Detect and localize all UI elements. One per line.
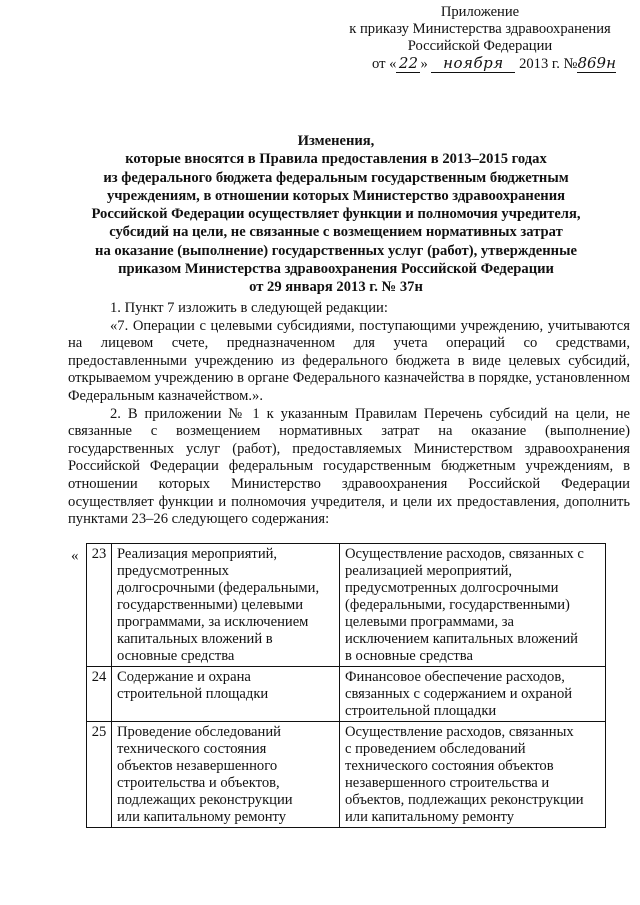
cell-line: строительства и объектов, (117, 775, 280, 791)
appendix-date-line (372, 56, 616, 72)
table-open-quote: « (71, 548, 79, 564)
handwritten-month: ноября (431, 55, 515, 73)
cell-line: подлежащих реконструкции (117, 792, 293, 808)
appendix-order-ref: к приказу Министерства здравоохранения (349, 21, 611, 37)
date-prefix: от « (372, 56, 397, 72)
title-line: на оказание (выполнение) государственных услуг (работ), утвержденные (95, 242, 577, 259)
title-line: от 29 января 2013 г. № 37н (249, 279, 423, 296)
document-body (68, 300, 630, 529)
date-quote-close: » (420, 56, 428, 72)
subsidy-goal-cell (340, 667, 606, 722)
cell-line: с проведением обследований (345, 741, 526, 757)
subsidy-table (86, 543, 606, 828)
title-line: из федерального бюджета федеральным государственным бюджетным (103, 169, 569, 186)
title-line: которые вносятся в Правила предоставления в 2013–2015 годах (125, 151, 547, 168)
table-row (87, 544, 606, 667)
subsidy-goal-cell (340, 722, 606, 828)
document-title (66, 132, 606, 297)
cell-line: исключением капитальных вложений (345, 631, 578, 647)
cell-line: строительной площадки (345, 703, 497, 719)
cell-line: Содержание и охрана (117, 669, 251, 685)
cell-line: технического состояния (117, 741, 267, 757)
appendix-header (330, 4, 630, 73)
row-number: 24 (87, 667, 112, 722)
handwritten-order-number: 869н (577, 54, 616, 72)
cell-line: долгосрочными (федеральными, (117, 580, 320, 596)
paragraph-1: 1. Пункт 7 изложить в следующей редакции: (110, 300, 388, 316)
cell-line: государственными) целевыми (117, 597, 304, 613)
cell-line: реализацией мероприятий, (345, 563, 513, 579)
subsidy-goal-cell (340, 544, 606, 667)
date-year: 2013 г. № (519, 56, 578, 72)
subsidy-name-cell (112, 544, 340, 667)
cell-line: предусмотренных (117, 563, 229, 579)
cell-line: объектов, подлежащих реконструкции (345, 792, 584, 808)
cell-line: Финансовое обеспечение расходов, (345, 669, 565, 685)
cell-line: Реализация мероприятий, (117, 546, 278, 562)
appendix-country: Российской Федерации (407, 38, 553, 54)
paragraph-3: 2. В приложении № 1 к указанным Правилам Перечень субсидий на цели, не связанные с возмещением нормативных затрат на оказание (выполнение) государственных услуг (работ), предоставляемых Министерством здравоохранения Российской Федерации федеральным государственным бюджетным учреждениям, в отношении которых Министерство здравоохранения Российской Федерации осуществляет функции и полномочия учредителя, и цели их предоставления, дополнить пунктами 23–26 следующего содержания: (68, 405, 630, 528)
cell-line: основные средства (117, 648, 235, 664)
title-line: субсидий на цели, не связанные с возмещением нормативных затрат (109, 224, 563, 241)
handwritten-day: 22 (396, 55, 420, 73)
cell-line: технического состояния объектов (345, 758, 554, 774)
cell-line: незавершенного строительства и (345, 775, 550, 791)
subsidy-name-cell (112, 722, 340, 828)
row-number: 23 (87, 544, 112, 667)
row-number: 25 (87, 722, 112, 828)
cell-line: или капитальному ремонту (117, 809, 287, 825)
cell-line: программами, за исключением (117, 614, 309, 630)
cell-line: целевыми программами, за (345, 614, 515, 630)
appendix-label: Приложение (440, 4, 520, 20)
table-row (87, 722, 606, 828)
cell-line: предусмотренных долгосрочными (345, 580, 559, 596)
cell-line: (федеральными, государственными) (345, 597, 570, 613)
cell-line: или капитальному ремонту (345, 809, 515, 825)
cell-line: связанных с содержанием и охраной (345, 686, 573, 702)
table-row (87, 667, 606, 722)
title-line: учреждениям, в отношении которых Министерство здравоохранения (106, 187, 566, 204)
cell-line: объектов незавершенного (117, 758, 278, 774)
title-line: Изменения, (297, 133, 375, 149)
subsidy-name-cell (112, 667, 340, 722)
cell-line: Проведение обследований (117, 724, 281, 740)
cell-line: в основные средства (345, 648, 473, 664)
cell-line: Осуществление расходов, связанных с (345, 546, 584, 562)
paragraph-2: «7. Операции с целевыми субсидиями, поступающими учреждению, учитываются на лицевом счете, предназначенном для учета операций со средствами, предоставленными учреждению из федерального бюджета в виде целевых субсидий, открываемом учреждению в органе Федерального казначейства в порядке, установленном Федеральным казначейством.». (68, 317, 630, 404)
cell-line: Осуществление расходов, связанных (345, 724, 574, 740)
title-line: приказом Министерства здравоохранения Российской Федерации (118, 261, 554, 278)
title-line: Российской Федерации осуществляет функции и полномочия учредителя, (91, 206, 581, 223)
cell-line: строительной площадки (117, 686, 269, 702)
cell-line: капитальных вложений в (117, 631, 273, 647)
